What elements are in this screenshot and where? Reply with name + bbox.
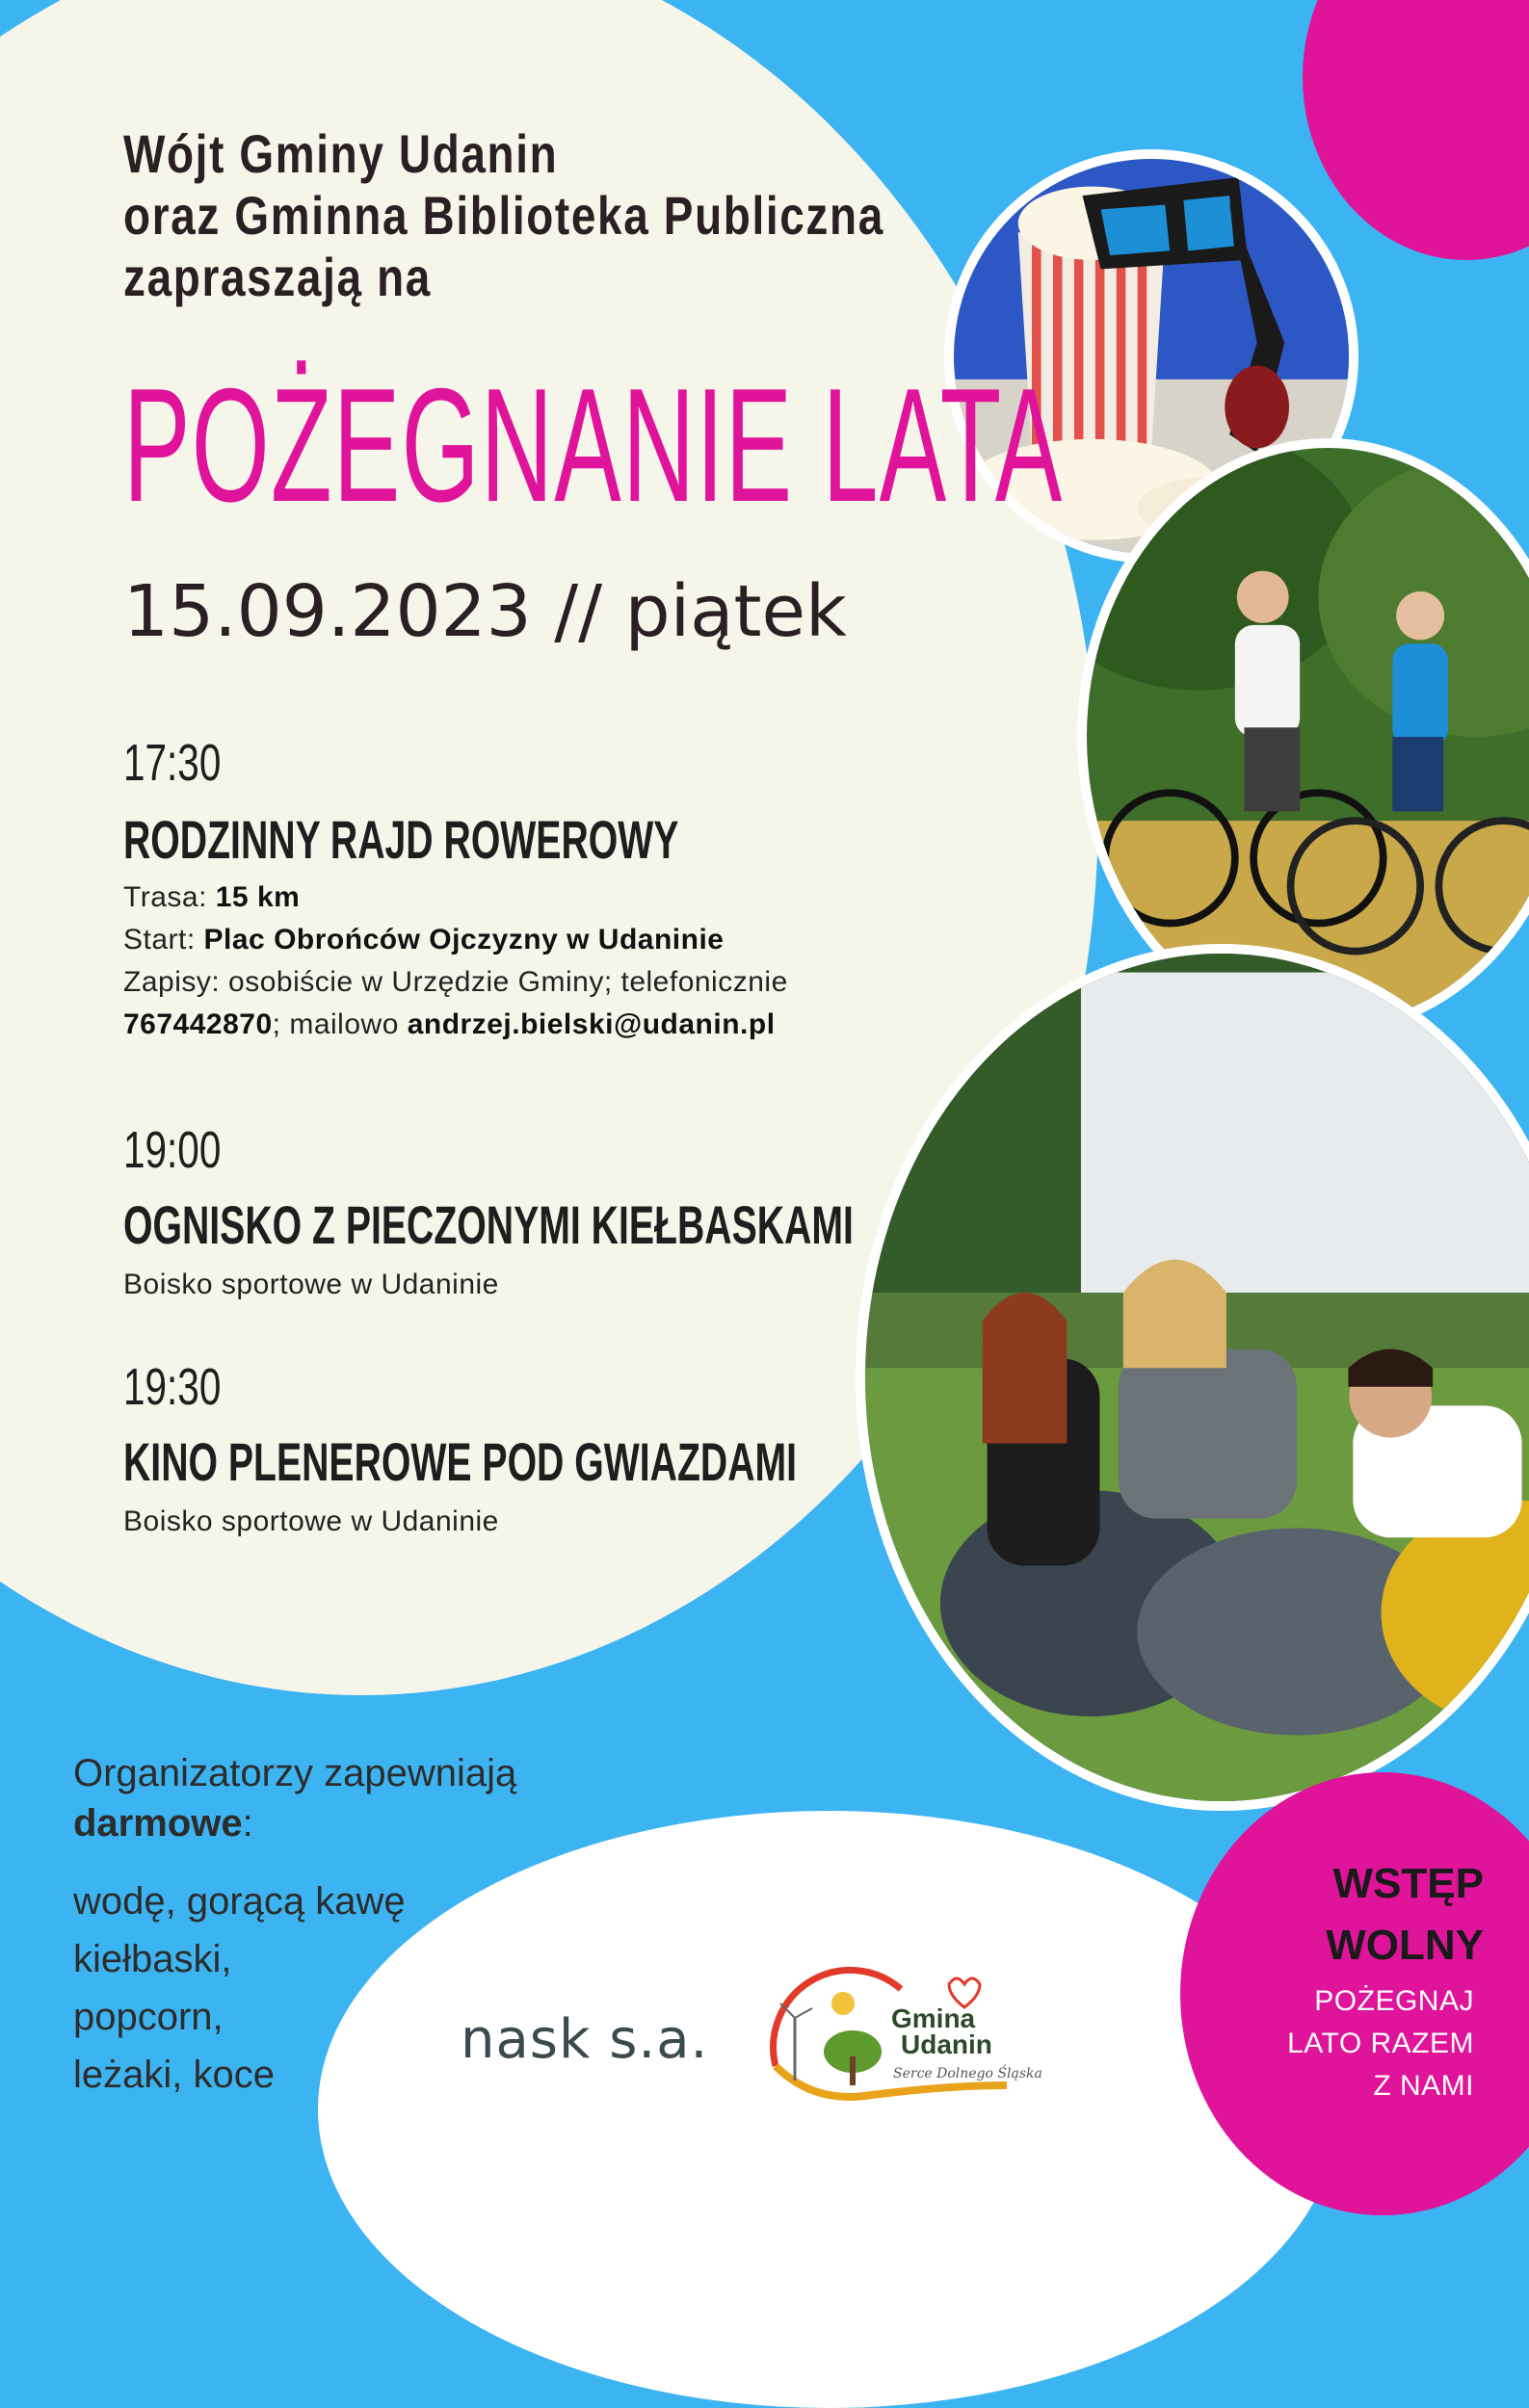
gmina-udanin-logo (756, 1960, 1065, 2114)
intro-line-3: zapraszają na (123, 247, 432, 307)
email-address: andrzej.bielski@udanin.pl (407, 1008, 776, 1040)
colon: : (242, 1802, 253, 1845)
gmina-name-line-2: Udanin (901, 2029, 992, 2059)
badge-line-2: WOLNY (1326, 1922, 1484, 1969)
start-value: Plac Obrońców Ojczyzny w Udaninie (203, 924, 725, 955)
organizers-note (73, 1748, 516, 1848)
free-word: darmowe (73, 1802, 243, 1845)
pink-corner-circle (1303, 0, 1529, 260)
free-items-list (73, 1872, 406, 2104)
event-2-time: 19:00 (123, 1121, 222, 1179)
phone-number: 767442870 (123, 1008, 273, 1040)
nask-logo: nask s.a. (461, 2008, 709, 2071)
list-item: popcorn, (73, 1996, 224, 2038)
event-title: POŻEGNANIE LATA (123, 354, 1064, 536)
event-1-route (123, 877, 300, 919)
event-date: 15.09.2023 // piątek (123, 570, 847, 653)
organizers-line: Organizatorzy zapewniają (73, 1752, 517, 1794)
event-1-registration: Zapisy: osobiście w Urzędzie Gminy; telefonicznie (123, 966, 788, 998)
free-entry-heading (1233, 1853, 1484, 1976)
event-3-name: KINO PLENEROWE POD GWIAZDAMI (123, 1431, 798, 1492)
intro-line-1: Wójt Gminy Udanin (123, 123, 559, 184)
route-label: Trasa: (123, 881, 216, 913)
route-value: 15 km (215, 881, 301, 913)
list-item: leżaki, koce (73, 2054, 275, 2096)
free-entry-subtext (1233, 1980, 1474, 2107)
badge-sub-3: Z NAMI (1373, 2070, 1474, 2102)
event-2-place: Boisko sportowe w Udaninie (123, 1269, 499, 1300)
event-1-start (123, 919, 724, 961)
event-2-name: OGNISKO Z PIECZONYMI KIEŁBASKAMI (123, 1194, 854, 1255)
event-3-time: 19:30 (123, 1358, 222, 1416)
gmina-tagline: Serce Dolnego Śląska (893, 2066, 1042, 2081)
organizer-intro (123, 123, 884, 308)
list-item: wodę, gorącą kawę (73, 1880, 406, 1923)
event-1-contact (123, 1004, 776, 1046)
organizers-free-line (73, 1798, 516, 1848)
badge-line-1: WSTĘP (1332, 1860, 1484, 1907)
mail-label: ; mailowo (272, 1008, 408, 1040)
event-1-time: 17:30 (123, 734, 222, 792)
badge-sub-1: POŻEGNAJ (1314, 1985, 1474, 2017)
event-1-name: RODZINNY RAJD ROWEROWY (123, 809, 679, 870)
gmina-name-line-1: Gmina (891, 2003, 976, 2033)
badge-sub-2: LATO RAZEM (1287, 2028, 1474, 2059)
start-label: Start: (123, 924, 204, 955)
list-item: kiełbaski, (73, 1938, 232, 1980)
intro-line-2: oraz Gminna Biblioteka Publiczna (123, 185, 884, 246)
event-3-place: Boisko sportowe w Udaninie (123, 1505, 499, 1537)
